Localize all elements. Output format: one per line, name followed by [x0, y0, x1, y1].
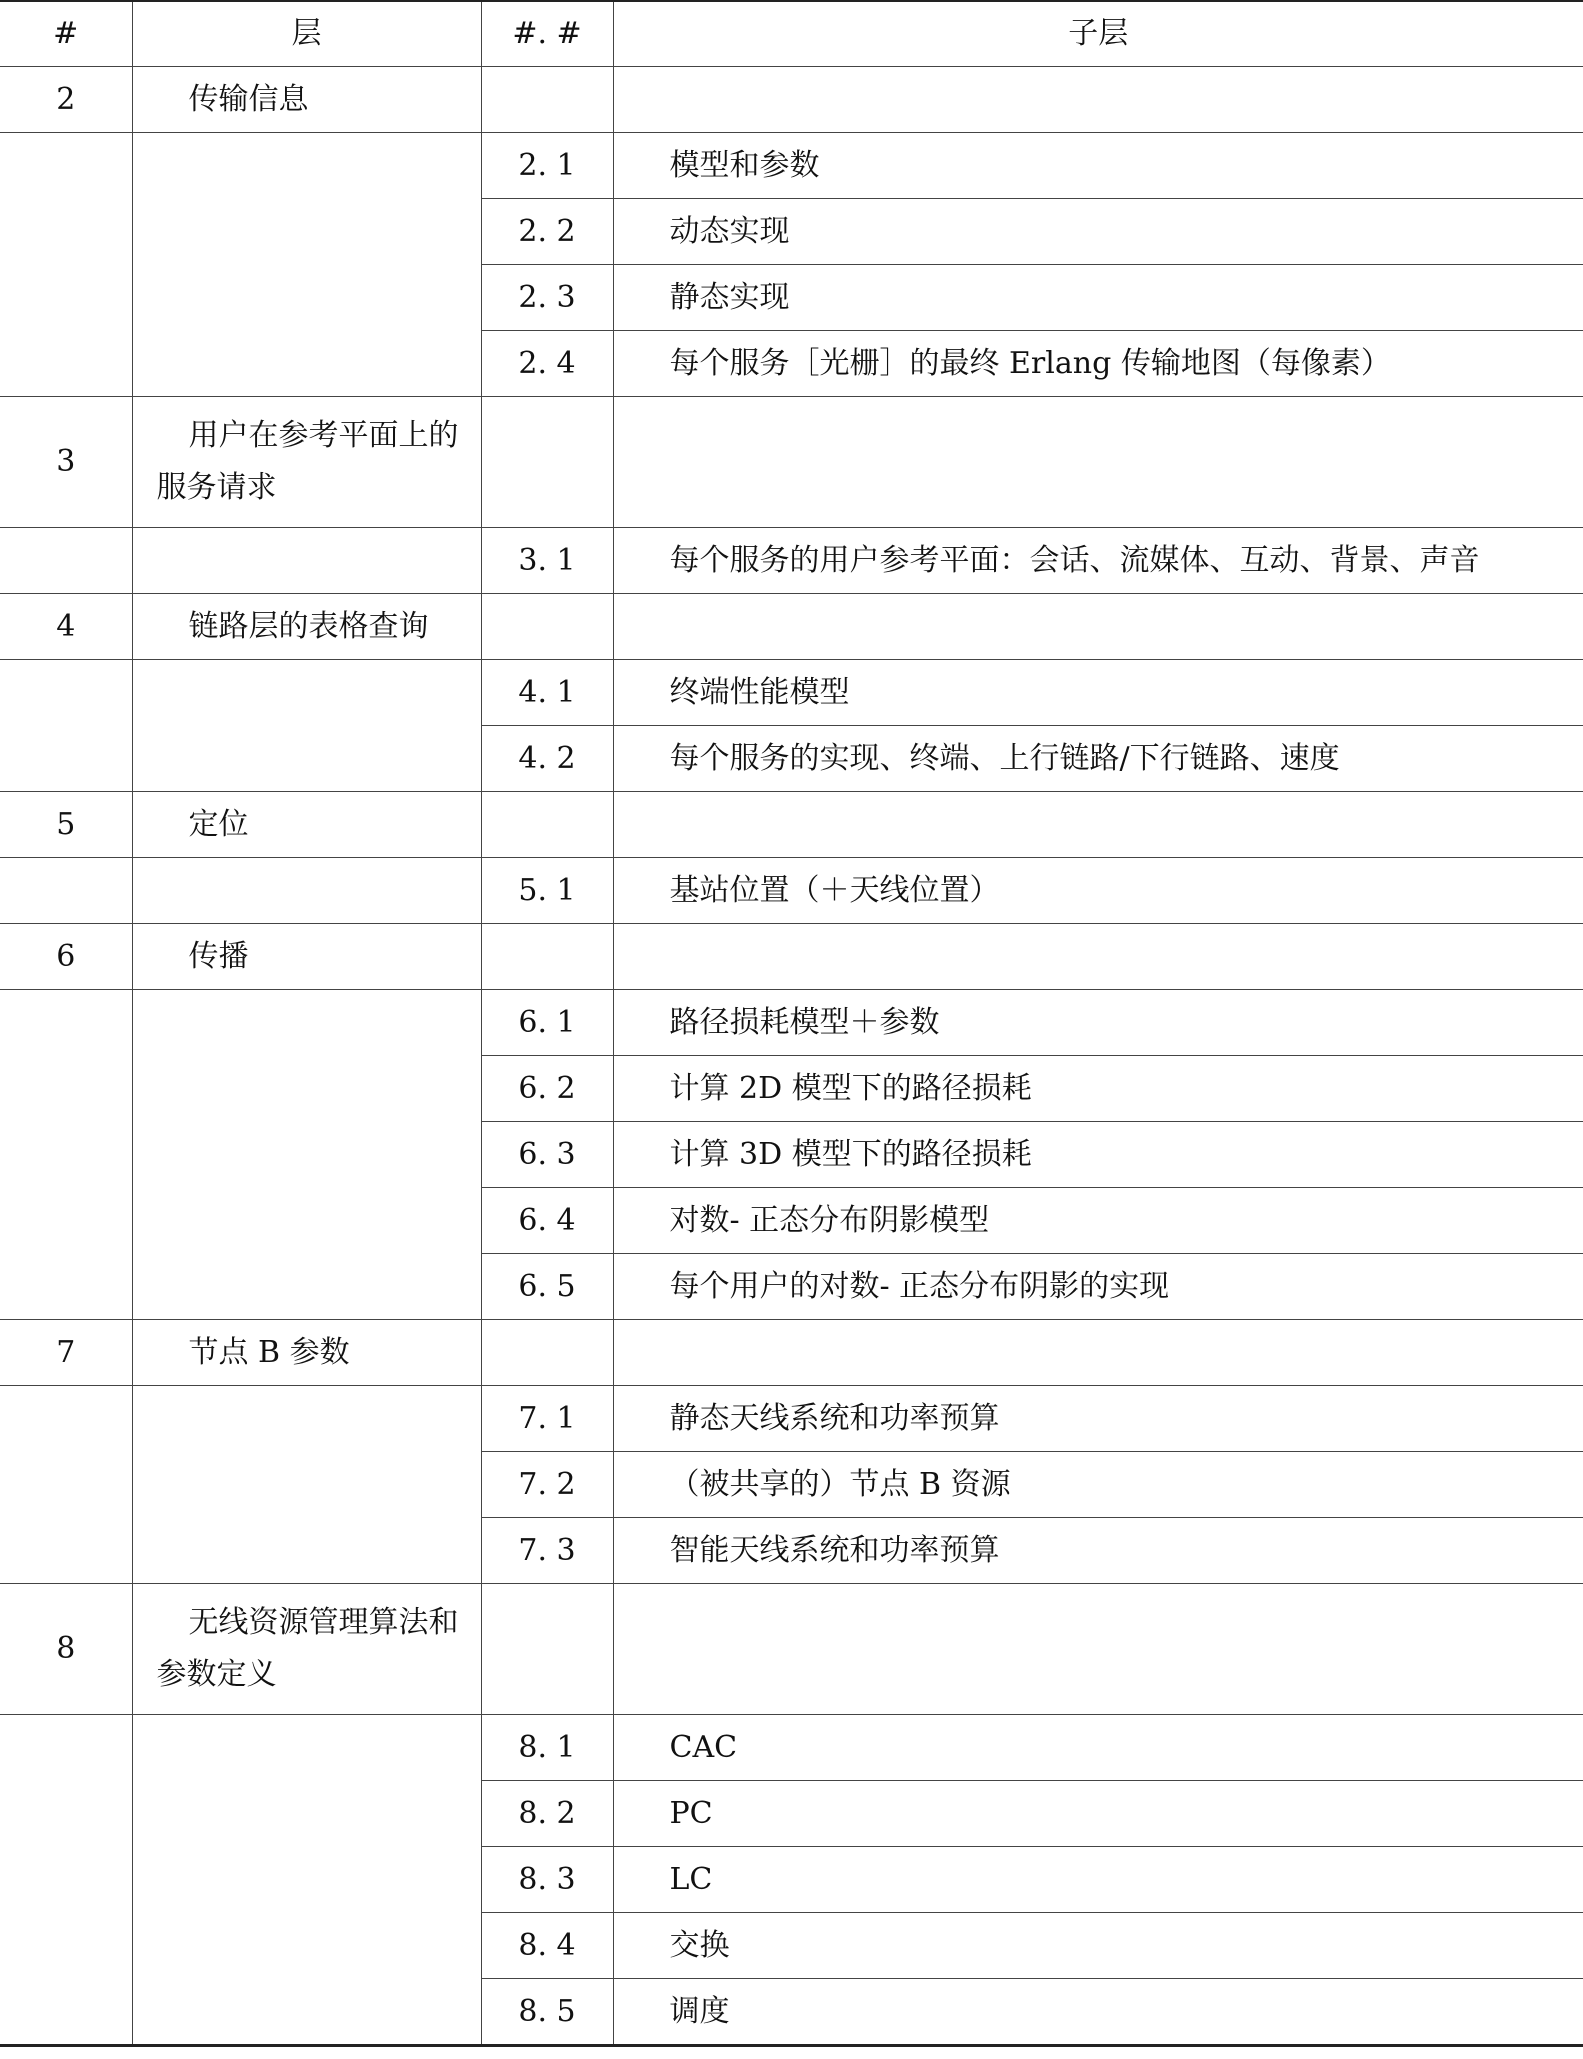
header-num: #: [0, 1, 132, 67]
sublayer-number: 4. 1: [481, 660, 613, 726]
sublayer-number: 4. 2: [481, 726, 613, 792]
sublayer-row: [0, 990, 1583, 1056]
layer-row: [0, 924, 1583, 990]
layer-row: [0, 397, 1583, 528]
sublayer-name: 静态实现: [613, 265, 1583, 331]
sublayer-name: 路径损耗模型＋参数: [613, 990, 1583, 1056]
layer-number: 8: [0, 1584, 132, 1715]
layer-name: 传输信息: [132, 67, 481, 133]
layer-name: 用户在参考平面上的服务请求: [132, 397, 481, 528]
layer-name: 传播: [132, 924, 481, 990]
sublayer-row: [0, 660, 1583, 726]
sublayer-name: 智能天线系统和功率预算: [613, 1518, 1583, 1584]
sublayer-number: 6. 4: [481, 1188, 613, 1254]
layer-number: 7: [0, 1320, 132, 1386]
layer-number: [0, 990, 132, 1320]
layer-number: 3: [0, 397, 132, 528]
layer-name: 链路层的表格查询: [132, 594, 481, 660]
layer-name: [132, 858, 481, 924]
sublayer-number: [481, 594, 613, 660]
sublayer-row: [0, 858, 1583, 924]
sublayer-row: [0, 1715, 1583, 1781]
sublayer-name: 模型和参数: [613, 133, 1583, 199]
layer-number: [0, 1715, 132, 2046]
sublayer-number: 6. 3: [481, 1122, 613, 1188]
sublayer-number: 8. 5: [481, 1979, 613, 2046]
sublayer-name: CAC: [613, 1715, 1583, 1781]
layer-row: [0, 792, 1583, 858]
layer-name: [132, 1715, 481, 2046]
sublayer-number: [481, 67, 613, 133]
layer-row: [0, 594, 1583, 660]
sublayer-row: [0, 528, 1583, 594]
sublayer-name: 对数- 正态分布阴影模型: [613, 1188, 1583, 1254]
sublayer-number: [481, 397, 613, 528]
layer-name: 定位: [132, 792, 481, 858]
sublayer-number: 7. 2: [481, 1452, 613, 1518]
sublayer-number: 6. 2: [481, 1056, 613, 1122]
layer-row: [0, 1584, 1583, 1715]
sublayer-name: 每个用户的对数- 正态分布阴影的实现: [613, 1254, 1583, 1320]
layer-number: [0, 133, 132, 397]
sublayer-number: [481, 792, 613, 858]
sublayer-number: 7. 3: [481, 1518, 613, 1584]
sublayer-name: 计算 2D 模型下的路径损耗: [613, 1056, 1583, 1122]
layer-name: [132, 660, 481, 792]
header-sublayer: 子层: [613, 1, 1583, 67]
sublayer-name: 静态天线系统和功率预算: [613, 1386, 1583, 1452]
sublayer-name: [613, 1584, 1583, 1715]
sublayer-name: PC: [613, 1781, 1583, 1847]
layer-number: [0, 1386, 132, 1584]
sublayer-name: 基站位置（＋天线位置）: [613, 858, 1583, 924]
sublayer-name: 每个服务的实现、终端、上行链路/下行链路、速度: [613, 726, 1583, 792]
layer-row: [0, 67, 1583, 133]
sublayer-number: 2. 4: [481, 331, 613, 397]
sublayer-number: 8. 1: [481, 1715, 613, 1781]
sublayer-name: （被共享的）节点 B 资源: [613, 1452, 1583, 1518]
layer-number: [0, 858, 132, 924]
sublayer-row: [0, 133, 1583, 199]
layer-name: [132, 1386, 481, 1584]
sublayer-number: [481, 1320, 613, 1386]
header-row: [0, 1, 1583, 67]
sublayer-number: 8. 2: [481, 1781, 613, 1847]
table-header: [0, 1, 1583, 67]
sublayer-name: [613, 67, 1583, 133]
sublayer-name: 每个服务的用户参考平面：会话、流媒体、互动、背景、声音: [613, 528, 1583, 594]
sublayer-name: 动态实现: [613, 199, 1583, 265]
header-layer: 层: [132, 1, 481, 67]
sublayer-number: 7. 1: [481, 1386, 613, 1452]
sublayer-name: 计算 3D 模型下的路径损耗: [613, 1122, 1583, 1188]
sublayer-number: 8. 4: [481, 1913, 613, 1979]
sublayer-number: 2. 3: [481, 265, 613, 331]
layer-number: 5: [0, 792, 132, 858]
sublayer-number: 8. 3: [481, 1847, 613, 1913]
layer-number: [0, 528, 132, 594]
sublayer-name: 终端性能模型: [613, 660, 1583, 726]
layer-name: [132, 990, 481, 1320]
sublayer-name: [613, 397, 1583, 528]
sublayer-name: 交换: [613, 1913, 1583, 1979]
sublayer-name: [613, 594, 1583, 660]
sublayer-name: [613, 792, 1583, 858]
layer-name: [132, 528, 481, 594]
sublayer-number: 2. 1: [481, 133, 613, 199]
layer-name: [132, 133, 481, 397]
layer-number: 2: [0, 67, 132, 133]
sublayer-number: [481, 1584, 613, 1715]
layer-number: 6: [0, 924, 132, 990]
sublayer-number: 2. 2: [481, 199, 613, 265]
sublayer-number: 6. 5: [481, 1254, 613, 1320]
sublayer-number: 3. 1: [481, 528, 613, 594]
sublayer-number: 5. 1: [481, 858, 613, 924]
layer-name: 无线资源管理算法和参数定义: [132, 1584, 481, 1715]
sublayer-number: 6. 1: [481, 990, 613, 1056]
sublayer-row: [0, 1386, 1583, 1452]
layer-row: [0, 1320, 1583, 1386]
sublayer-name: [613, 924, 1583, 990]
sublayer-name: 调度: [613, 1979, 1583, 2046]
table-body: [0, 67, 1583, 2046]
layer-number: [0, 660, 132, 792]
layer-name: 节点 B 参数: [132, 1320, 481, 1386]
sublayer-name: [613, 1320, 1583, 1386]
sublayer-name: LC: [613, 1847, 1583, 1913]
layer-number: 4: [0, 594, 132, 660]
header-subnum: #. #: [481, 1, 613, 67]
sublayer-name: 每个服务［光栅］的最终 Erlang 传输地图（每像素）: [613, 331, 1583, 397]
sublayer-number: [481, 924, 613, 990]
